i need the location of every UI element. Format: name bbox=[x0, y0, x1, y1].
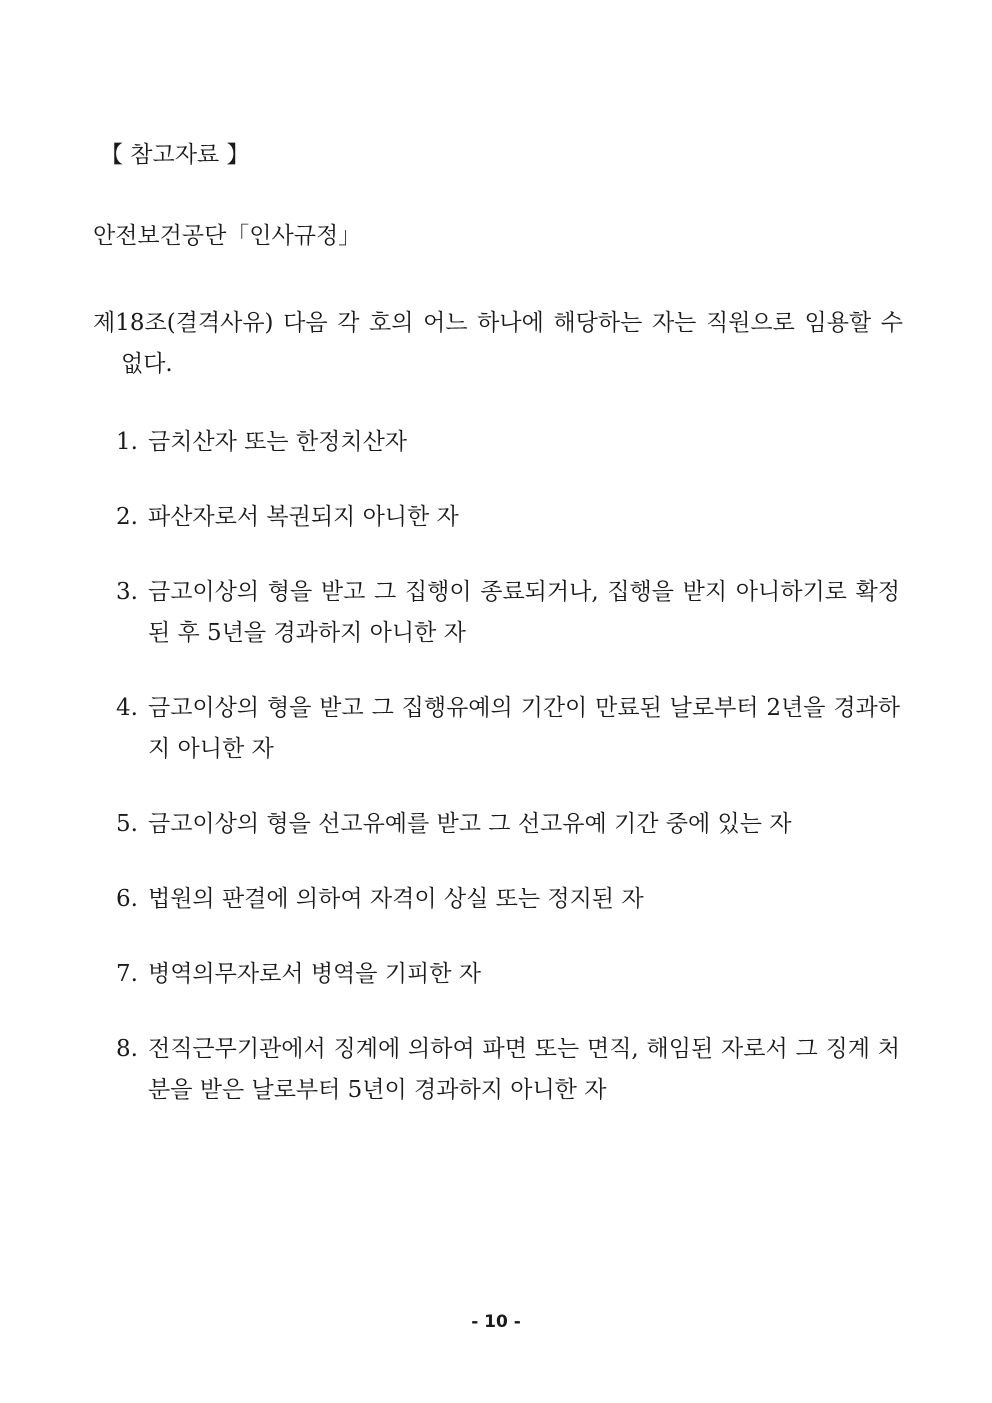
item-text: 법원의 판결에 의하여 자격이 상실 또는 정지된 자 bbox=[148, 886, 644, 912]
item-number: 7. bbox=[116, 961, 138, 987]
item-text: 전직근무기관에서 징계에 의하여 파면 또는 면직, 해임된 자로서 그 징계 처분을 받은 날로부터 5년이 경과하지 아니한 자 bbox=[148, 1036, 900, 1103]
item-number: 2. bbox=[116, 504, 138, 530]
list-item bbox=[116, 804, 900, 845]
item-text: 금고이상의 형을 받고 그 집행유예의 기간이 만료된 날로부터 2년을 경과하지 아니한 자 bbox=[148, 695, 900, 762]
item-text: 금치산자 또는 한정치산자 bbox=[148, 429, 408, 455]
item-text: 병역의무자로서 병역을 기피한 자 bbox=[148, 961, 481, 987]
list-item bbox=[116, 497, 900, 538]
item-text: 파산자로서 복권되지 아니한 자 bbox=[148, 504, 459, 530]
list-item bbox=[116, 1029, 900, 1111]
item-number: 4. bbox=[116, 695, 138, 721]
item-number: 1. bbox=[116, 429, 138, 455]
item-number: 8. bbox=[116, 1036, 138, 1062]
article-18-text: 제18조(결격사유) 다음 각 호의 어느 하나에 해당하는 자는 직원으로 임용할 수 없다. bbox=[93, 310, 903, 377]
item-text: 금고이상의 형을 받고 그 집행이 종료되거나, 집행을 받지 아니하기로 확정된 후 5년을 경과하지 아니한 자 bbox=[148, 579, 900, 646]
regulation-title: 안전보건공단「인사규정」 bbox=[93, 223, 362, 249]
item-number: 3. bbox=[116, 579, 138, 605]
section-heading: 【 참고자료 】 bbox=[100, 142, 250, 168]
list-item bbox=[116, 572, 900, 654]
item-text: 금고이상의 형을 선고유예를 받고 그 선고유예 기간 중에 있는 자 bbox=[148, 811, 792, 837]
list-item bbox=[116, 954, 900, 995]
list-item bbox=[116, 422, 900, 463]
item-number: 5. bbox=[116, 811, 138, 837]
page-number: - 10 - bbox=[471, 1312, 521, 1332]
list-item bbox=[116, 879, 900, 920]
item-number: 6. bbox=[116, 886, 138, 912]
disqualification-list bbox=[116, 422, 900, 1145]
list-item bbox=[116, 688, 900, 770]
